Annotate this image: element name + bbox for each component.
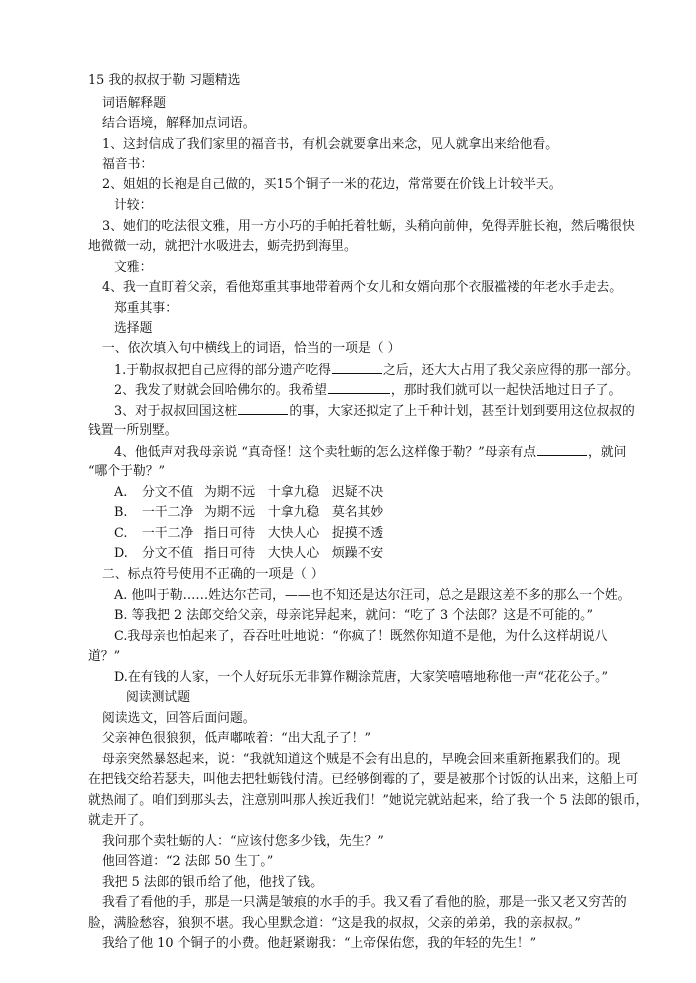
section-heading-reading: 阅读测试题 xyxy=(126,690,190,705)
choice-sentence-3-line-1: 3、对于叔叔回国这桩 的事，大家还拟定了上千种计划，甚至计划到要用这位叔叔的 xyxy=(114,404,635,419)
choice-sentence-1: 1.于勒叔叔把自己应得的部分遗产吃得 之后，还大大占用了我父亲应得的那一部分。 xyxy=(114,363,639,378)
passage-paragraph-6-line-2: 脸，满脸愁容，狼狈不堪。我心里默念道：“这是我的叔叔，父亲的弟弟，我的亲叔叔。” xyxy=(88,916,581,931)
vocab-answer-label-4: 郑重其事： xyxy=(114,301,178,316)
answer-blank xyxy=(332,361,382,374)
passage-paragraph-5: 我把 5 法郎的银币给了他，他找了钱。 xyxy=(102,875,324,890)
vocab-question-4: 4、我一直盯着父亲，看他郑重其事地带着两个女儿和女婿向那个衣服褴褛的年老水手走去。 xyxy=(102,280,623,295)
vocab-question-2: 2、姐姐的长袍是自己做的，买15个铜子一米的花边，常常要在价钱上计较半天。 xyxy=(102,177,562,192)
answer-blank xyxy=(238,402,288,415)
document-title: 15 我的叔叔于勒 习题精选 xyxy=(88,73,241,88)
choice-part-2-title: 二、标点符号使用不正确的一项是（ ） xyxy=(102,567,324,582)
punctuation-option-c-line-2: 道？” xyxy=(88,649,121,664)
vocab-question-3-line-2: 地微微一动，就把汁水吸进去，蛎壳扔到海里。 xyxy=(88,239,357,254)
choice-sentence-3-line-2: 钱置一所别墅。 xyxy=(88,423,178,438)
passage-paragraph-2-line-1: 母亲突然暴怒起来，说：“我就知道这个贼是不会有出息的，早晚会回来重新拖累我们的。现 xyxy=(102,752,621,767)
vocab-instruction: 结合语境，解释加点词语。 xyxy=(102,116,256,131)
answer-blank xyxy=(537,443,587,456)
passage-paragraph-2-line-2: 在把钱交给若瑟夫，叫他去把牡蛎钱付清。已经够倒霉的了，要是被那个讨饭的认出来，这船上可 xyxy=(88,772,639,787)
punctuation-option-c-line-1: C.我母亲也怕起来了，吞吞吐吐地说：“你疯了！既然你知道不是他，为什么这样胡说八 xyxy=(114,629,608,644)
option-a-row: A. 分文不值 为期不远 十拿九稳 迟疑不决 xyxy=(114,485,384,500)
punctuation-option-b: B. 等我把 2 法郎交给父亲，母亲诧异起来，就问：“吃了 3 个法郎？这是不可能的。” xyxy=(114,608,594,623)
passage-paragraph-2-line-4: 就走开了。 xyxy=(88,813,152,828)
option-b-row: B. 一干二净 为期不远 十拿九稳 莫名其妙 xyxy=(114,505,384,520)
passage-paragraph-7: 我给了他 10 个铜子的小费。他赶紧谢我：“上帝保佑您，我的年轻的先生！” xyxy=(102,936,537,951)
section-heading-choice: 选择题 xyxy=(114,321,153,336)
vocab-question-3-line-1: 3、她们的吃法很文雅，用一方小巧的手帕托着牡蛎，头稍向前伸，免得弄脏长袍，然后嘴很快 xyxy=(102,219,635,234)
option-d-row: D. 分文不值 指日可待 大快人心 烦躁不安 xyxy=(114,546,384,561)
reading-instruction: 阅读选文，回答后面问题。 xyxy=(102,711,256,726)
passage-paragraph-2-line-3: 就热闹了。咱们到那头去，注意别叫那人挨近我们！”她说完就站起来，给了我一个 5 法郎的银币， xyxy=(88,793,649,808)
passage-paragraph-3: 我问那个卖牡蛎的人：“应该付您多少钱，先生？” xyxy=(102,834,384,849)
choice-sentence-2: 2、我发了财就会回哈佛尔的。我希望 ，那时我们就可以一起快活地过日子了。 xyxy=(114,383,622,398)
vocab-answer-label-1: 福音书： xyxy=(102,157,154,172)
vocab-question-1: 1、这封信成了我们家里的福音书，有机会就要拿出来念，见人就拿出来给他看。 xyxy=(102,137,559,152)
section-heading-vocab: 词语解释题 xyxy=(102,96,166,111)
punctuation-option-d: D.在有钱的人家，一个人好玩乐无非算作糊涂荒唐，大家笑嘻嘻地称他一声“花花公子。” xyxy=(114,670,609,685)
choice-part-1-title: 一、依次填入句中横线上的词语，恰当的一项是（ ） xyxy=(102,341,401,356)
passage-paragraph-6-line-1: 我看了看他的手，那是一只满是皱痕的水手的手。我又看了看他的脸，那是一张又老又穷苦的 xyxy=(102,895,627,910)
passage-paragraph-4: 他回答道：“2 法郎 50 生丁。” xyxy=(102,854,274,869)
answer-blank xyxy=(328,381,390,394)
option-c-row: C. 一干二净 指日可待 大快人心 捉摸不透 xyxy=(114,526,384,541)
passage-paragraph-1: 父亲神色很狼狈，低声嘟哝着：“出大乱子了！” xyxy=(102,731,372,746)
choice-sentence-4-line-1: 4、他低声对我母亲说 “真奇怪！这个卖牡蛎的怎么这样像于勒？”母亲有点 ，就问 xyxy=(114,445,627,460)
punctuation-option-a: A. 他叫于勒……姓达尔芒司，——也不知还是达尔汪司，总之是跟这差不多的那么一个姓。 xyxy=(114,588,631,603)
vocab-answer-label-2: 计较： xyxy=(114,198,153,213)
choice-sentence-4-line-2: “哪个于勒？” xyxy=(88,464,166,479)
vocab-answer-label-3: 文雅： xyxy=(114,260,153,275)
